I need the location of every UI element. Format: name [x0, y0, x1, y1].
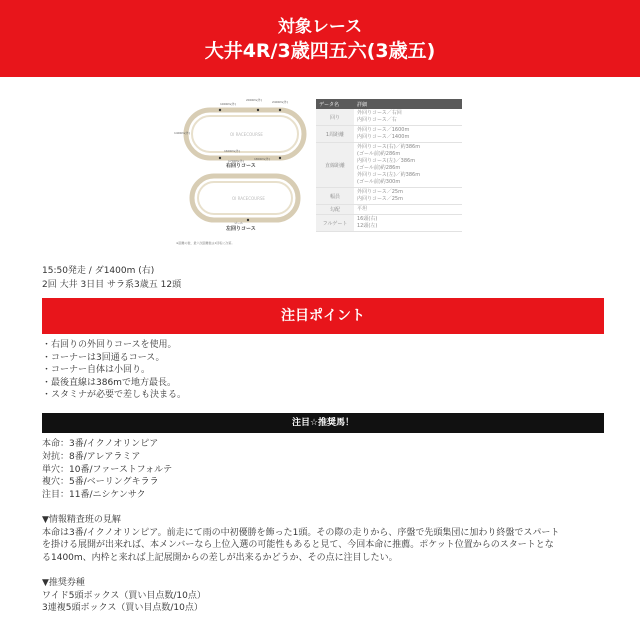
list-item: ・スタミナが必要で差しも決まる。	[42, 390, 187, 400]
course-info-table	[316, 99, 462, 232]
list-item: ワイド5頭ボックス（買い目点数/10点）	[42, 590, 206, 601]
race-name: 大井4R/3歳四五六(3歳五)	[204, 40, 436, 62]
table-row	[316, 109, 462, 126]
inner-watermark: OI RACECOURSE	[232, 196, 265, 201]
distance-label: 1700m(外)	[228, 159, 244, 163]
table-row	[316, 188, 462, 205]
course-note: ※距離の数、最六次距離数は1回転に次第。	[176, 241, 235, 245]
race-meta	[42, 264, 181, 292]
list-item: ・最後直線は386mで地方最長。	[42, 377, 176, 388]
bets-title: ▼推奨券種	[42, 578, 85, 588]
inner-course-label: 左回りコース	[226, 226, 256, 232]
analysis-line: る1400m、内枠と来れば上記展開からの差しが出来るかどうか、その点に注目したい。	[42, 552, 398, 563]
table-key: 回り	[316, 109, 354, 126]
list-item: 3連複5頭ボックス（買い目点数/10点）	[42, 603, 203, 613]
analysis-line: を掛ける展開が出来れば、本メンバーなら上位入選の可能性もあると見て、今回本命に推薦。ポケット位置からのスタートとな	[42, 540, 554, 550]
table-row	[316, 215, 462, 232]
picks-title-bar: 注目☆推奨馬！	[42, 413, 604, 433]
race-header	[0, 0, 640, 77]
table-value: 外回りコース(右)／約386m (ゴール前)約286m 内回りコース(左)／386m (ゴール前)約286m 外回りコース(左)／約386m (ゴール前)約300m	[354, 143, 462, 188]
table-key: 1周距離	[316, 126, 354, 143]
table-key: フルゲート	[316, 215, 354, 232]
table-key: 直線距離	[316, 143, 354, 188]
distance-label: 1800m(外)	[254, 157, 270, 161]
race-class-info: 2回 大井 3日目 サラ系3歳五 12頭	[42, 280, 182, 290]
list-item: 単穴：10番/ファーストフォルテ	[42, 464, 173, 475]
distance-label: 1400m(外)	[174, 131, 190, 135]
table-header: 詳細	[354, 99, 462, 109]
course-map	[168, 94, 308, 254]
outer-watermark: OI RACECOURSE	[230, 132, 263, 137]
table-row	[316, 205, 462, 215]
table-key: 勾配	[316, 205, 354, 215]
analysis-title: ▼情報精査班の見解	[42, 515, 121, 525]
distance-label: 2400m(外)	[272, 100, 288, 104]
list-item: ・右回りの外回りコースを使用。	[42, 340, 177, 350]
table-row	[316, 143, 462, 188]
list-item: ・コーナー自体は小回り。	[42, 365, 151, 375]
distance-label: 1600m(外)	[224, 149, 240, 153]
goal-label: ゴール	[234, 221, 243, 225]
table-value: 平坦	[354, 205, 462, 215]
list-item: 複穴：5番/ベーリングキララ	[42, 477, 159, 488]
distance-label: 2000m(外)	[246, 98, 262, 102]
distance-label: 1000m(外)	[220, 102, 236, 106]
table-value: 外回りコース／1600m 内回りコース／1400m	[354, 126, 462, 143]
points-list	[42, 339, 186, 402]
header-title: 対象レース	[277, 17, 363, 37]
list-item: 本命：3番/イクノオリンピア	[42, 439, 159, 449]
analysis-line: 本命は3番/イクノオリンピア。前走にて雨の中初優勝を飾った1頭。その際の走りから、序盤で先頭集団に加わり終盤でスパート	[42, 527, 560, 538]
list-item: 注目：11番/ニシケンサク	[42, 490, 146, 501]
outer-course-label: 右回りコース	[226, 163, 256, 169]
table-key: 幅員	[316, 188, 354, 205]
list-item: 対抗：8番/アレアラミア	[42, 451, 141, 462]
picks-list	[42, 438, 172, 502]
table-value: 16頭(右) 12頭(左)	[354, 215, 462, 232]
table-value: 外回りコース／25m 内回りコース／25m	[354, 188, 462, 205]
analysis-section	[42, 514, 607, 564]
list-item: ・コーナーは3回通るコース。	[42, 352, 165, 363]
bets-section	[42, 577, 206, 615]
table-value: 外回りコース／右回 内回りコース／右	[354, 109, 462, 126]
race-start-info: 15:50発走 / ダ1400m (右)	[42, 266, 155, 276]
table-header: データ名	[316, 99, 354, 109]
table-row	[316, 126, 462, 143]
points-title-bar: 注目ポイント	[42, 298, 604, 334]
